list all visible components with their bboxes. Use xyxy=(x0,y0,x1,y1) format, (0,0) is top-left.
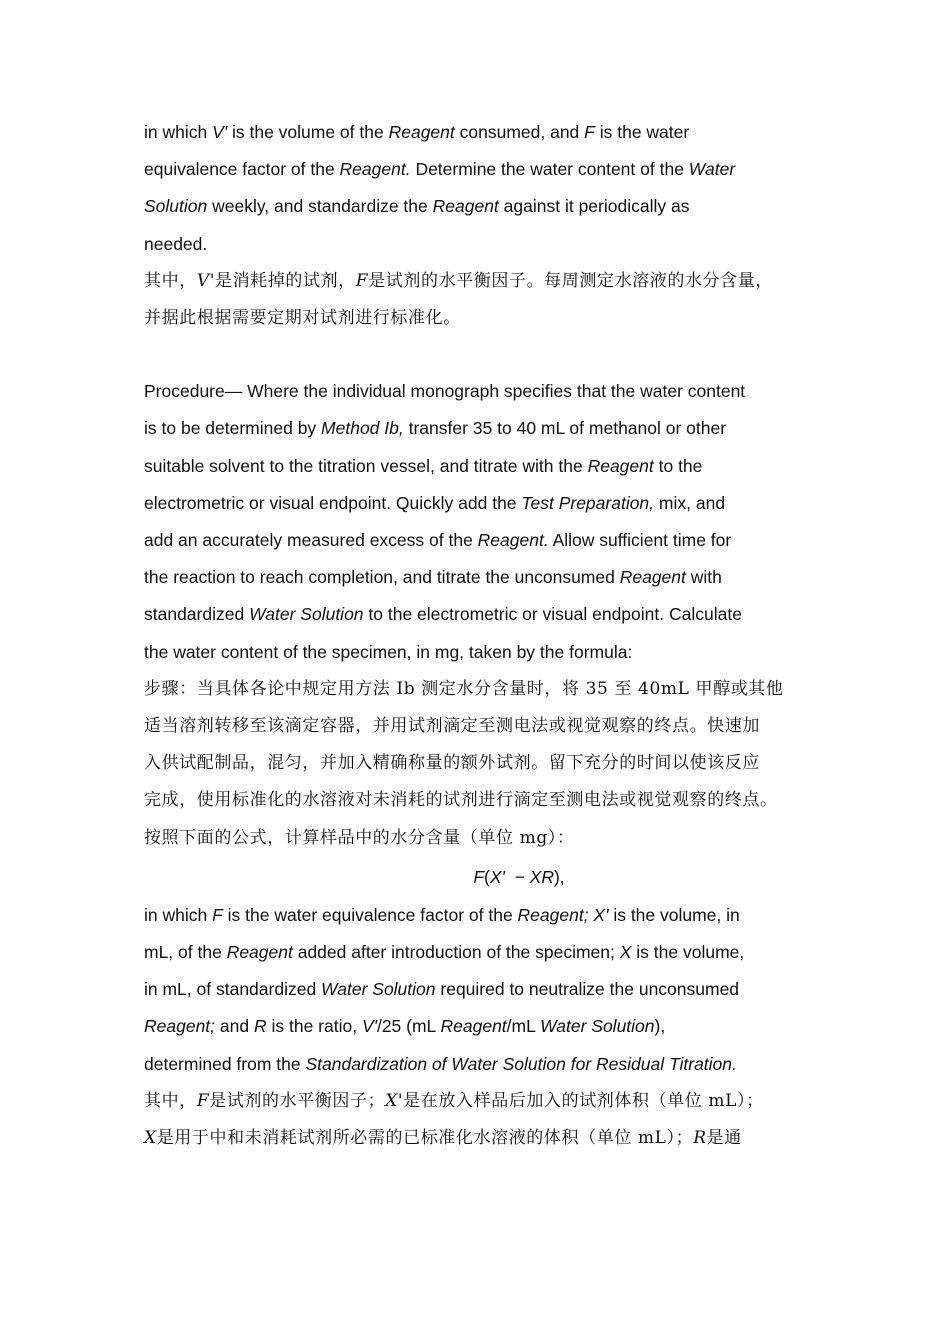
text-span: equivalence factor of the xyxy=(144,159,340,180)
text-line xyxy=(144,300,824,337)
paragraph-spacer xyxy=(144,337,824,373)
text-span: is the ratio, xyxy=(266,1016,362,1037)
text-line xyxy=(144,448,824,485)
text-line xyxy=(144,188,824,225)
italic-span: R xyxy=(693,1128,707,1149)
text-span: 是通 xyxy=(706,1128,742,1149)
text-span: in which xyxy=(144,904,213,925)
text-span: 并据此根据需要定期对试剂进行标准化。 xyxy=(144,308,461,329)
italic-span: V' xyxy=(212,122,228,142)
italic-span: Reagent. xyxy=(477,530,549,551)
text-span: 是消耗掉的试剂， xyxy=(214,270,356,291)
text-line xyxy=(144,410,824,447)
text-span: Determine the water content of the xyxy=(410,159,689,180)
italic-span: X' xyxy=(489,866,505,887)
italic-span: Reagent xyxy=(587,455,654,476)
text-line xyxy=(144,1008,824,1045)
italic-span: F xyxy=(196,1090,210,1111)
italic-span: X xyxy=(144,1128,157,1149)
text-span: 是试剂的水平衡因子； xyxy=(209,1090,386,1111)
text-span: mL, of the xyxy=(144,942,227,963)
italic-span: Water Solution xyxy=(249,604,364,625)
text-span: /25 (mL xyxy=(376,1016,441,1037)
text-line xyxy=(144,634,824,671)
text-line xyxy=(144,263,824,300)
text-span: 是在放入样品后加入的试剂体积（单位 mL）； xyxy=(403,1090,764,1111)
paragraph-zh-1 xyxy=(144,263,824,337)
italic-span: R xyxy=(253,1016,267,1037)
text-line xyxy=(144,373,824,410)
italic-span: X xyxy=(619,942,632,963)
text-span: and xyxy=(215,1016,254,1037)
italic-span: Reagent; X' xyxy=(517,904,609,925)
text-line xyxy=(144,151,824,188)
text-line xyxy=(144,559,824,596)
text-line xyxy=(144,1046,824,1083)
text-span: /mL xyxy=(506,1016,541,1037)
text-span: the water content of the specimen, in mg, taken by the formula: xyxy=(144,641,633,662)
text-span: add an accurately measured excess of the xyxy=(144,530,478,551)
text-span: to the xyxy=(653,455,703,476)
text-span: to the electrometric or visual endpoint. Calculate xyxy=(363,604,742,625)
paragraph-en-procedure xyxy=(144,373,824,671)
text-span: − xyxy=(504,866,530,887)
paragraph-en-1 xyxy=(144,114,824,263)
text-span: ), xyxy=(654,1016,666,1037)
text-span: transfer 35 to 40 mL of methanol or other xyxy=(403,418,727,439)
text-span: weekly, and standardize the xyxy=(207,196,433,217)
text-line xyxy=(144,671,824,708)
text-line xyxy=(144,226,824,263)
italic-span: F xyxy=(473,866,485,887)
italic-span: Water Solution xyxy=(540,1016,655,1037)
italic-span: V' xyxy=(196,270,215,291)
italic-span: Reagent xyxy=(432,196,499,217)
text-span: is to be determined by xyxy=(144,418,322,439)
text-line xyxy=(144,897,824,934)
text-span: 步骤：当具体各论中规定用方法 Ib 测定水分含量时，将 35 至 40mL 甲醇或其他 xyxy=(144,678,784,699)
text-span: mix, and xyxy=(654,492,726,513)
text-span: electrometric or visual endpoint. Quickly add the xyxy=(144,492,522,513)
text-span: against it periodically as xyxy=(498,196,690,217)
italic-span: F xyxy=(212,904,223,925)
italic-span: X' xyxy=(385,1090,404,1111)
text-span: 完成，使用标准化的水溶液对未消耗的试剂进行滴定至测电法或视觉观察的终点。 xyxy=(144,790,778,811)
text-line xyxy=(144,596,824,633)
text-line xyxy=(144,782,824,819)
text-span: 适当溶剂转移至该滴定容器，并用试剂滴定至测电法或视觉观察的终点。快速加 xyxy=(144,716,760,737)
text-span: 入供试配制品，混匀，并加入精确称量的额外试剂。留下充分的时间以使该反应 xyxy=(144,753,760,774)
italic-span: Reagent xyxy=(440,1016,507,1037)
formula xyxy=(144,857,824,897)
text-line xyxy=(144,708,824,745)
text-span: 是试剂的水平衡因子。每周测定水溶液的水分含量， xyxy=(368,270,773,291)
text-span: standardized xyxy=(144,604,250,625)
italic-span: Water Solution xyxy=(321,979,436,1000)
text-span: Allow sufficient time for xyxy=(548,530,732,551)
text-span: Procedure— Where the individual monograph specifies that the water content xyxy=(144,381,746,402)
text-line xyxy=(144,934,824,971)
italic-span: Standardization of Water Solution for Residual Titration. xyxy=(305,1053,737,1074)
text-span: in mL, of standardized xyxy=(144,979,322,1000)
text-span: the reaction to reach completion, and titrate the unconsumed xyxy=(144,567,620,588)
text-line xyxy=(144,1120,824,1157)
text-span: determined from the xyxy=(144,1053,306,1074)
paragraph-zh-procedure xyxy=(144,671,824,857)
text-span: 按照下面的公式，计算样品中的水分含量（单位 mg）： xyxy=(144,827,575,848)
text-span: 是用于中和未消耗试剂所必需的已标准化水溶液的体积（单位 mL）； xyxy=(156,1128,694,1149)
text-span: ( xyxy=(484,866,490,887)
text-line xyxy=(144,1083,824,1120)
italic-span: Reagent xyxy=(619,567,686,588)
italic-span: V' xyxy=(361,1016,377,1037)
italic-span: Solution xyxy=(144,196,208,217)
text-line xyxy=(144,971,824,1008)
italic-span: Method Ib, xyxy=(321,418,404,439)
text-line xyxy=(144,820,824,857)
text-span: with xyxy=(685,567,722,588)
italic-span: Water xyxy=(688,159,736,180)
italic-span: Reagent; xyxy=(144,1016,216,1037)
text-span: 其中， xyxy=(144,270,197,291)
italic-span: Reagent xyxy=(226,942,293,963)
paragraph-zh-definitions xyxy=(144,1083,824,1157)
text-span: is the volume of the xyxy=(227,122,389,142)
italic-span: Reagent. xyxy=(339,159,411,180)
italic-span: XR xyxy=(529,866,554,887)
text-line xyxy=(144,485,824,522)
text-span: is the volume, xyxy=(631,942,745,963)
italic-span: Test Preparation, xyxy=(521,492,655,513)
document-body xyxy=(144,114,824,1157)
text-span: 其中， xyxy=(144,1090,197,1111)
text-line xyxy=(144,522,824,559)
text-span: consumed, and xyxy=(454,122,585,142)
text-span: added after introduction of the specimen; xyxy=(292,942,620,963)
text-span: is the water equivalence factor of the xyxy=(222,904,518,925)
text-span: is the volume, in xyxy=(608,904,740,925)
text-span: needed. xyxy=(144,233,208,254)
italic-span: F xyxy=(584,122,595,142)
text-span: ), xyxy=(553,866,565,887)
italic-span: Reagent xyxy=(388,122,455,142)
text-span: in which xyxy=(144,122,213,142)
text-span: is the water xyxy=(594,122,690,142)
italic-span: F xyxy=(355,270,369,291)
text-span: required to neutralize the unconsumed xyxy=(435,979,740,1000)
text-span: suitable solvent to the titration vessel, and titrate with the xyxy=(144,455,588,476)
text-line xyxy=(144,745,824,782)
paragraph-en-definitions xyxy=(144,897,824,1083)
text-line xyxy=(144,114,824,151)
